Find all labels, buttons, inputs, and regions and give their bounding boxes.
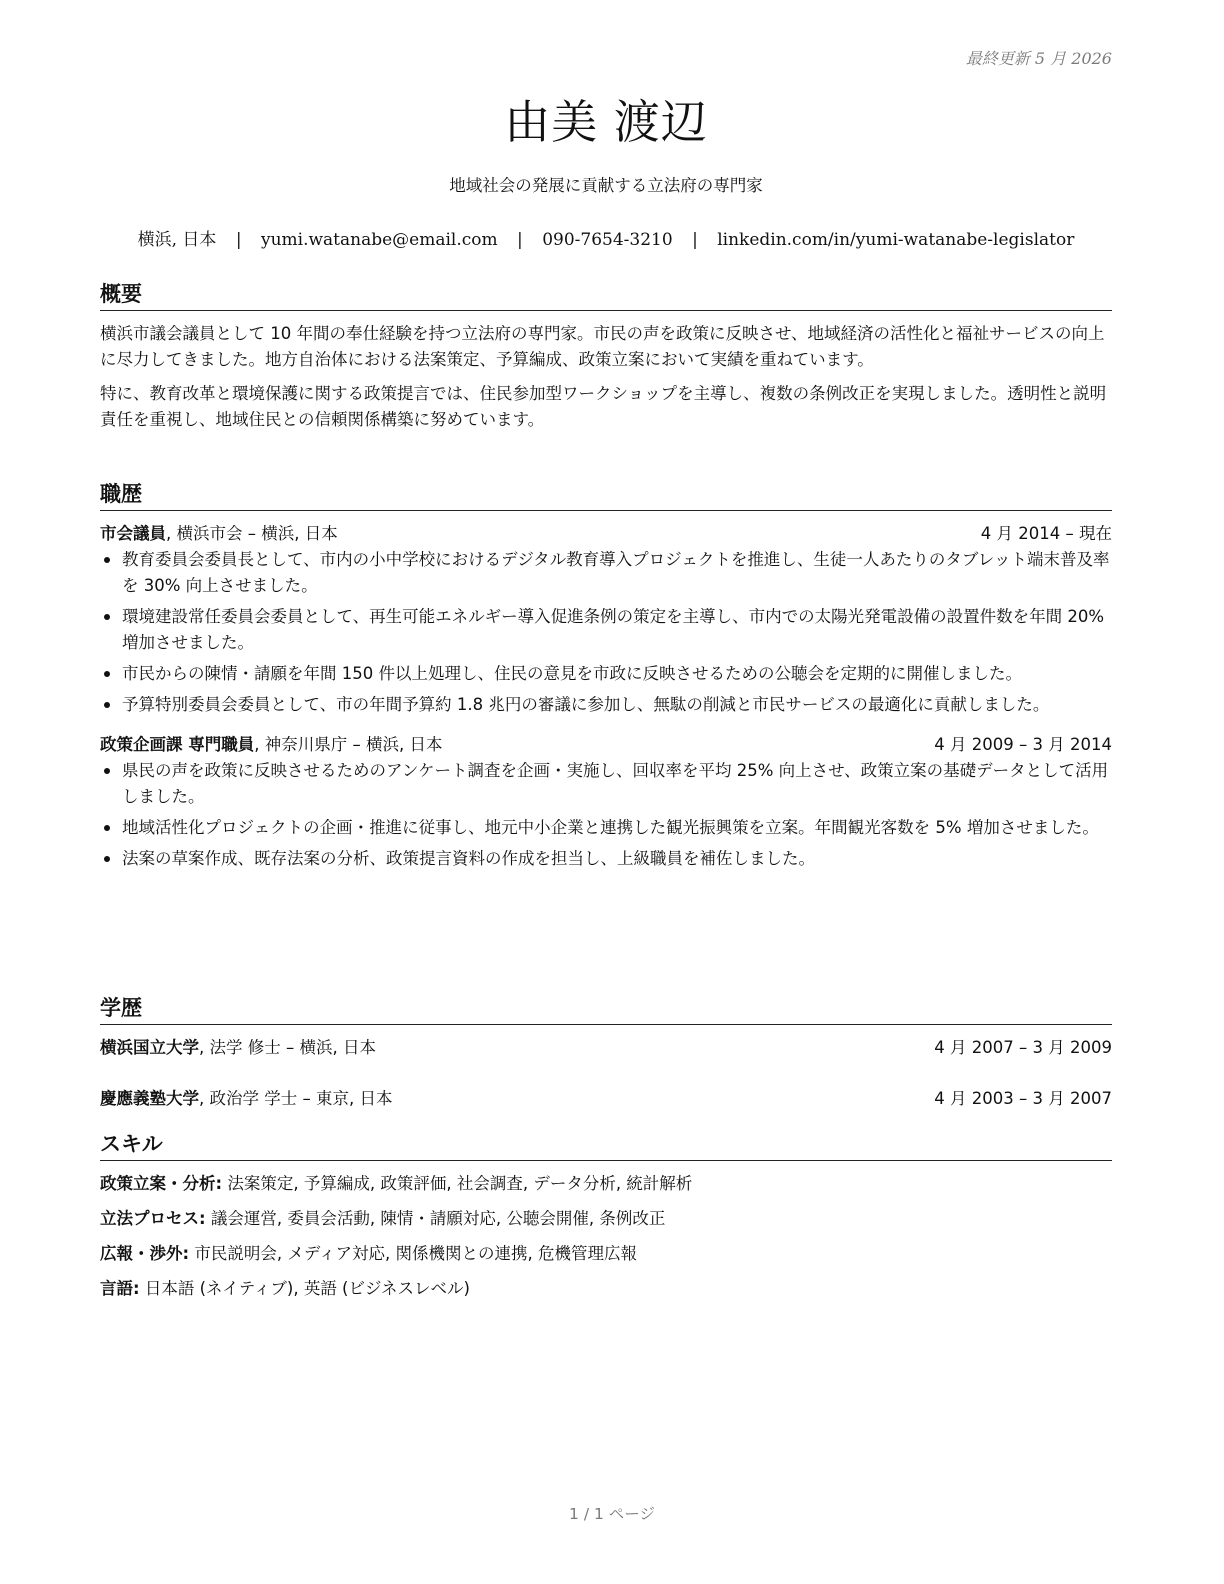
education-entry <box>100 1035 1112 1061</box>
degree-detail: , 政治学 学士 – 東京, 日本 <box>199 1089 393 1108</box>
bullet-text: 教育委員会委員長として、市内の小中学校におけるデジタル教育導入プロジェクトを推進し、生徒一人あたりのタブレット端末普及率を 30% 向上させました。 <box>122 550 1110 595</box>
tagline: 地域社会の発展に貢献する立法府の専門家 <box>449 176 763 195</box>
job-title-line <box>100 521 338 547</box>
job-organization: , 神奈川県庁 – 横浜, 日本 <box>254 735 443 754</box>
skill-row <box>100 1276 1112 1302</box>
skills-section <box>100 1128 1112 1311</box>
list-item <box>100 846 1112 872</box>
bullet-dot-icon <box>104 614 110 620</box>
skill-value: 市民説明会, メディア対応, 関係機関との連携, 危機管理広報 <box>189 1244 638 1263</box>
education-line <box>100 1035 376 1061</box>
bullet-text: 法案の草案作成、既存法案の分析、政策提言資料の作成を担当し、上級職員を補佐しました。 <box>122 849 815 868</box>
contact-location: 横浜, 日本 <box>137 230 217 250</box>
list-item <box>100 661 1112 687</box>
list-item <box>100 815 1112 841</box>
bullet-dot-icon <box>104 557 110 563</box>
bullet-dot-icon <box>104 825 110 831</box>
bullet-text: 予算特別委員会委員として、市の年間予算約 1.8 兆円の審議に参加し、無駄の削減と市民サービスの最適化に貢献しました。 <box>122 695 1050 714</box>
bullet-text: 環境建設常任委員会委員として、再生可能エネルギー導入促進条例の策定を主導し、市内での太陽光発電設備の設置件数を年間 20% 増加させました。 <box>122 607 1105 652</box>
list-item <box>100 547 1112 599</box>
candidate-name: 由美 渡辺 <box>504 95 708 149</box>
contact-linkedin[interactable]: linkedin.com/in/yumi-watanabe-legislator <box>717 230 1075 250</box>
bullet-dot-icon <box>104 702 110 708</box>
page-indicator: 1 / 1 ページ <box>569 1505 655 1523</box>
section-title: 概要 <box>100 278 1112 311</box>
skill-value: 議会運営, 委員会活動, 陳情・請願対応, 公聴会開催, 条例改正 <box>205 1209 666 1228</box>
skill-label: 広報・渉外: <box>100 1244 190 1263</box>
job-dates: 4 月 2014 – 現在 <box>980 524 1112 543</box>
skill-value: 日本語 (ネイティブ), 英語 (ビジネスレベル) <box>139 1279 470 1298</box>
contact-separator: | <box>235 230 242 250</box>
skill-row <box>100 1171 1112 1197</box>
job-bullets <box>100 758 1112 872</box>
contact-separator: | <box>692 230 698 250</box>
bullet-text: 市民からの陳情・請願を年間 150 件以上処理し、住民の意見を市政に反映させるための公聴会を定期的に開催しました。 <box>122 664 1022 683</box>
job-header <box>100 521 1112 547</box>
education-dates: 4 月 2003 – 3 月 2007 <box>934 1089 1112 1108</box>
skill-value: 法案策定, 予算編成, 政策評価, 社会調査, データ分析, 統計解析 <box>222 1174 693 1193</box>
skill-row <box>100 1206 1112 1232</box>
bullet-dot-icon <box>104 768 110 774</box>
bullet-text: 地域活性化プロジェクトの企画・推進に従事し、地元中小企業と連携した観光振興策を立案。年間観光客数を 5% 増加させました。 <box>122 818 1099 837</box>
education-entry <box>100 1086 1112 1112</box>
education-dates: 4 月 2007 – 3 月 2009 <box>934 1038 1112 1057</box>
bullet-text: 県民の声を政策に反映させるためのアンケート調査を企画・実施し、回収率を平均 25% 向上させ、政策立案の基礎データとして活用しました。 <box>122 761 1109 806</box>
education-line <box>100 1086 392 1112</box>
skill-label: 政策立案・分析: <box>100 1174 223 1193</box>
skill-label: 言語: <box>100 1279 140 1298</box>
job-position: 市会議員 <box>100 524 166 543</box>
contact-phone[interactable]: 090-7654-3210 <box>542 230 673 250</box>
job-entry <box>100 732 1112 872</box>
section-title: 職歴 <box>100 478 1112 511</box>
list-item <box>100 692 1112 718</box>
contact-separator: | <box>517 230 523 250</box>
list-item <box>100 604 1112 656</box>
job-bullets <box>100 547 1112 718</box>
last-updated: 最終更新 5 月 2026 <box>965 49 1112 68</box>
skill-row <box>100 1241 1112 1267</box>
summary-paragraph: 横浜市議会議員として 10 年間の奉仕経験を持つ立法府の専門家。市民の声を政策に反映させ、地域経済の活性化と福祉サービスの向上に尽力してきました。地方自治体における法案策定、予算編成、政策立案において実績を重ねています。 <box>100 324 1105 369</box>
degree-detail: , 法学 修士 – 横浜, 日本 <box>199 1038 376 1057</box>
skill-label: 立法プロセス: <box>100 1209 206 1228</box>
bullet-dot-icon <box>104 671 110 677</box>
job-dates: 4 月 2009 – 3 月 2014 <box>934 735 1112 754</box>
summary-paragraph: 特に、教育改革と環境保護に関する政策提言では、住民参加型ワークショップを主導し、複数の条例改正を実現しました。透明性と説明責任を重視し、地域住民との信頼関係構築に努めています。 <box>100 384 1107 429</box>
job-title-line <box>100 732 442 758</box>
contact-email[interactable]: yumi.watanabe@email.com <box>260 230 498 250</box>
job-organization: , 横浜市会 – 横浜, 日本 <box>166 524 338 543</box>
summary-section <box>100 278 1112 441</box>
school-name: 横浜国立大学 <box>100 1038 199 1057</box>
job-position: 政策企画課 専門職員 <box>100 735 255 754</box>
bullet-dot-icon <box>104 856 110 862</box>
section-title: 学歴 <box>100 992 1112 1025</box>
resume-page <box>100 0 1112 1584</box>
contact-line <box>100 225 1112 250</box>
experience-section <box>100 478 1112 877</box>
section-title: スキル <box>100 1128 1112 1161</box>
education-section <box>100 992 1112 1112</box>
job-header <box>100 732 1112 758</box>
job-entry <box>100 521 1112 718</box>
list-item <box>100 758 1112 810</box>
school-name: 慶應義塾大学 <box>100 1089 199 1108</box>
